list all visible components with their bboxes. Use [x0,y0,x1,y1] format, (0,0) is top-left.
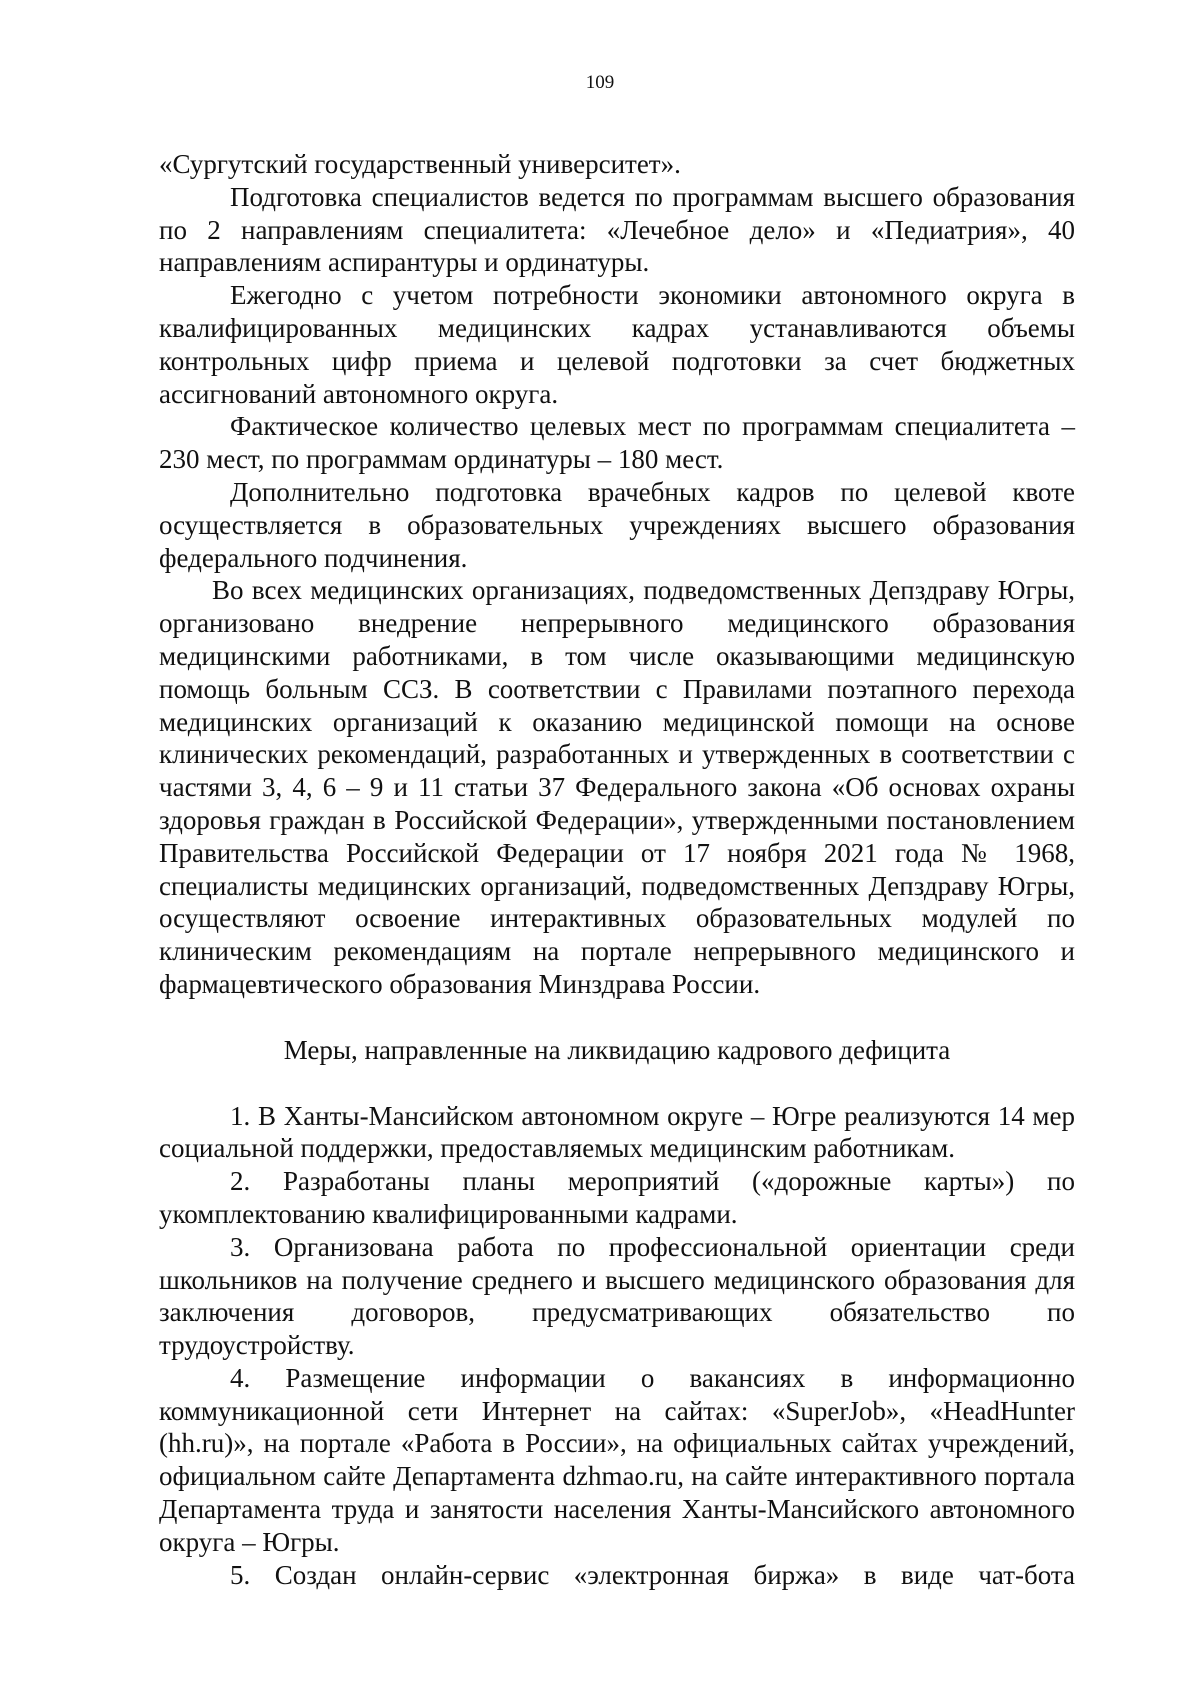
page-number: 109 [585,72,615,93]
section-heading: Меры, направленные на ликвидацию кадрового дефицита [283,1034,951,1065]
paragraph-training-programs: Подготовка специалистов ведется по программам высшего образования по 2 направлениям специалитета: «Лечебное дело» и «Педиатрия», 40 направлениям аспирантуры и ординатуры. [159,181,1075,278]
paragraph-university-name: «Сургутский государственный университет». [159,149,681,179]
measure-item-2: 2. Разработаны планы мероприятий («дорожные карты») по укомплектованию квалифицированными кадрами. [159,1166,1075,1229]
measure-item-5: 5. Создан онлайн-сервис «электронная биржа» в виде чат-бота [230,1559,1075,1590]
paragraph-admission-quotas: Ежегодно с учетом потребности экономики автономного округа в квалифицированных медицинских кадрах устанавливаются объемы контрольных цифр приема и целевой подготовки за счет бюджетных ассигнований автономного округа. [159,280,1075,409]
document-body [159,148,1075,1591]
paragraph-continuous-education: Во всех медицинских организациях, подведомственных Депздраву Югры, организовано внедрение непрерывного медицинского образования медицинскими работниками, в том числе оказывающими медицинскую помощь больным ССЗ. В соответствии с Правилами поэтапного перехода медицинских организаций к оказанию медицинской помощи на основе клинических рекомендаций, разработанных и утвержденных в соответствии с частями 3, 4, 6 – 9 и 11 статьи 37 Федерального закона «Об основах охраны здоровья граждан в Российской Федерации», утвержденными постановлением Правительства Российской Федерации от 17 ноября 2021 года № 1968, специалисты медицинских организаций, подведомственных Депздраву Югры, осуществляют освоение интерактивных образовательных модулей по клиническим рекомендациям на портале непрерывного медицинского и фармацевтического образования Минздрава России. [159,575,1075,999]
paragraph-federal-institutions: Дополнительно подготовка врачебных кадров по целевой квоте осуществляется в образовательных учреждениях высшего образования федерального подчинения. [159,476,1075,573]
paragraph-target-places: Фактическое количество целевых мест по программам специалитета – 230 мест, по программам ординатуры – 180 мест. [159,411,1075,475]
measure-item-1: 1. В Ханты-Мансийском автономном округе – Югре реализуются 14 мер социальной поддержки, предоставляемых медицинским работникам. [159,1100,1075,1164]
measure-item-3: 3. Организована работа по профессиональной ориентации среди школьников на получение среднего и высшего медицинского образования для заключения договоров, предусматривающих обязательство по трудоустройству. [159,1231,1075,1361]
measure-item-4: 4. Размещение информации о вакансиях в информационно коммуникационной сети Интернет на сайтах: «SuperJob», «HeadHunter (hh.ru)», на портале «Работа в России», на официальных сайтах учреждений, официальном сайте Департамента dzhmao.ru, на сайте интерактивного портала Департамента труда и занятости населения Ханты-Мансийского автономного округа – Югры. [159,1362,1075,1557]
